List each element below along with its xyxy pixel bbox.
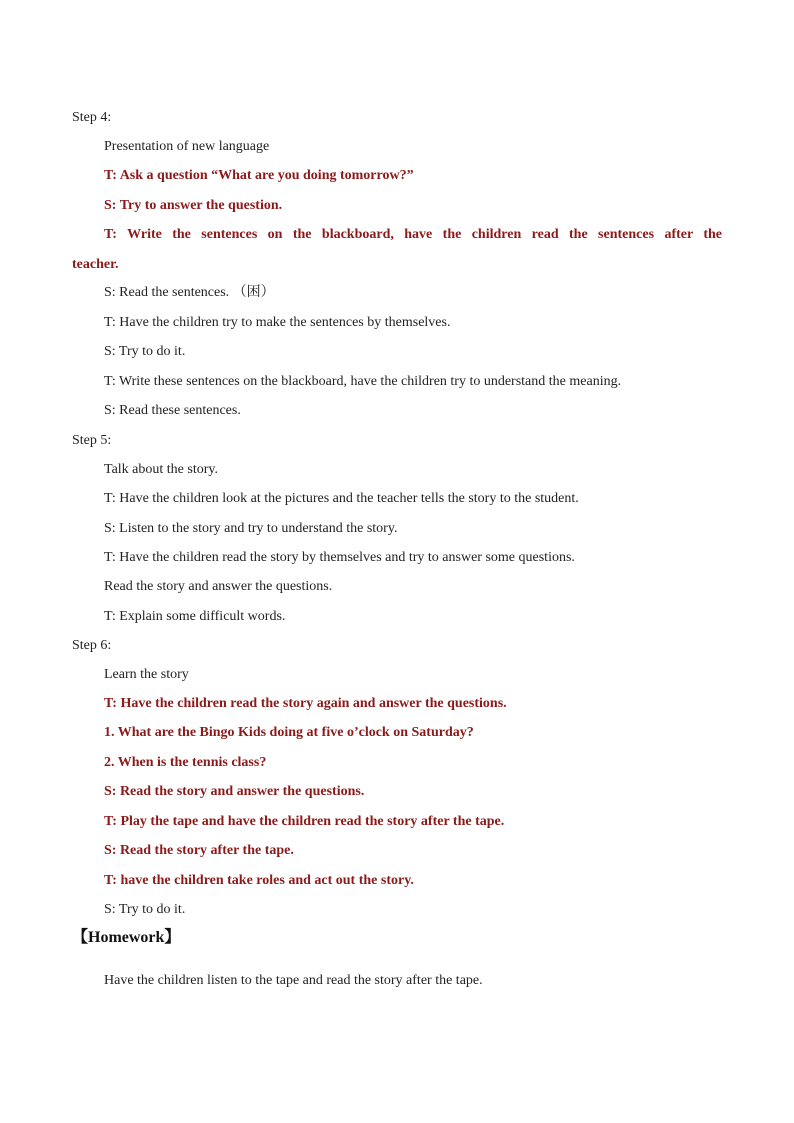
text-line: T: Write these sentences on the blackboard, have the children try to understand the meaning. (104, 374, 622, 389)
highlighted-line: teacher. (72, 257, 119, 272)
text-line: S: Listen to the story and try to understand the story. (104, 521, 398, 536)
step-6-heading: Step 6: (72, 638, 112, 653)
highlighted-line: T: Play the tape and have the children read the story after the tape. (104, 814, 505, 829)
text-line: S: Try to do it. (104, 902, 186, 917)
text-line: T: Have the children look at the pictures and the teacher tells the story to the student. (104, 491, 579, 506)
text-line: Learn the story (104, 667, 189, 682)
text-line: S: Read these sentences. (104, 403, 241, 418)
highlighted-line: S: Read the story and answer the questions. (104, 784, 365, 799)
homework-heading: 【Homework】 (72, 929, 181, 946)
text-line: T: Explain some difficult words. (104, 609, 286, 624)
homework-text: Have the children listen to the tape and read the story after the tape. (104, 973, 483, 988)
highlighted-line: S: Try to answer the question. (104, 198, 283, 213)
text-line: S: Read the sentences. （困） (104, 285, 275, 300)
highlighted-line: T: Ask a question “What are you doing tomorrow?” (104, 168, 414, 183)
highlighted-line: T: have the children take roles and act out the story. (104, 873, 414, 888)
text-line: Presentation of new language (104, 139, 270, 154)
highlighted-line: 1. What are the Bingo Kids doing at five o’clock on Saturday? (104, 725, 474, 740)
text-line: S: Try to do it. (104, 344, 186, 359)
step-5-heading: Step 5: (72, 433, 112, 448)
highlighted-line: 2. When is the tennis class? (104, 755, 267, 770)
text-line: T: Have the children try to make the sentences by themselves. (104, 315, 451, 330)
text-line: Talk about the story. (104, 462, 218, 477)
step-4-heading: Step 4: (72, 110, 112, 125)
highlighted-line: T: Write the sentences on the blackboard, have the children read the sentences after the (104, 227, 722, 242)
text-line: T: Have the children read the story by themselves and try to answer some questions. (104, 550, 575, 565)
highlighted-line: T: Have the children read the story again and answer the questions. (104, 696, 507, 711)
highlighted-line: S: Read the story after the tape. (104, 843, 294, 858)
text-line: Read the story and answer the questions. (104, 579, 333, 594)
